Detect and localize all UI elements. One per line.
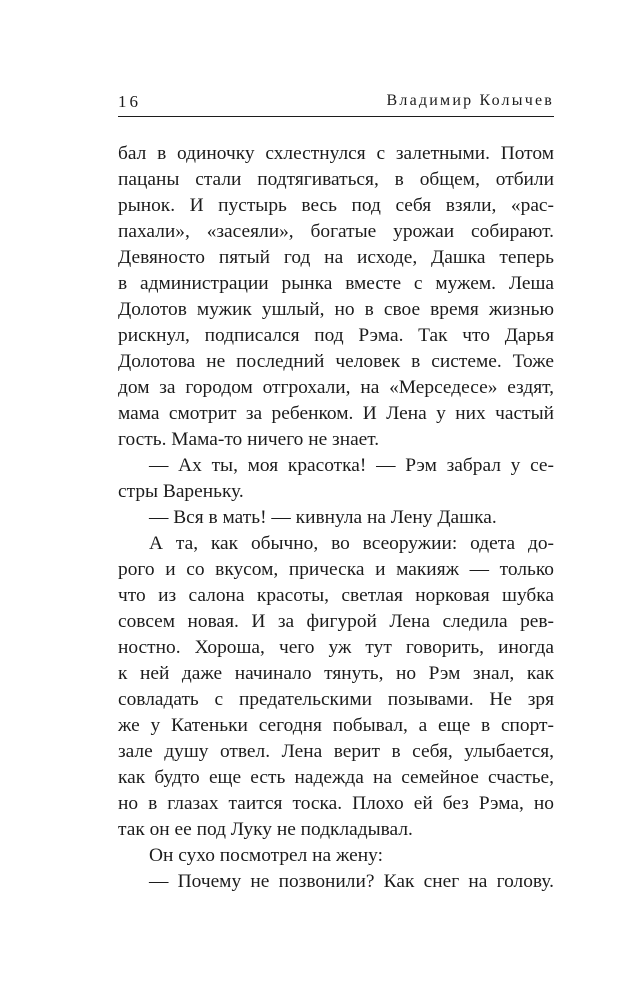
text-line: — Почему не позвонили? Как снег на голову. <box>149 871 554 892</box>
text-line: ностно. Хороша, чего уж тут говорить, иногда <box>118 637 554 658</box>
text-line: дом за городом отгрохали, на «Мерседесе» ездят, <box>118 377 554 398</box>
page-header <box>118 92 554 117</box>
text-line: что из салона красоты, светлая норковая шубка <box>118 585 554 606</box>
text-line: рискнул, подписался под Рэма. Так что Дарья <box>118 325 554 346</box>
text-line: пахали», «засеяли», богатые урожаи собирают. <box>118 221 554 242</box>
page-number: 16 <box>118 92 141 111</box>
text-line: гость. Мама-то ничего не знает. <box>118 429 380 450</box>
text-line: в администрации рынка вместе с мужем. Леша <box>118 273 554 294</box>
text-line: — Ах ты, моя красотка! — Рэм забрал у се- <box>149 455 554 476</box>
text-line: Он сухо посмотрел на жену: <box>149 845 383 866</box>
text-line: бал в одиночку схлестнулся с залетными. Потом <box>118 143 554 164</box>
text-line: зале душу отвел. Лена верит в себя, улыбается, <box>118 741 554 762</box>
running-head-author: Владимир Колычев <box>386 92 554 109</box>
text-line: — Вся в мать! — кивнула на Лену Дашка. <box>149 507 497 528</box>
text-line: как будто еще есть надежда на семейное счастье, <box>118 767 554 788</box>
text-line: А та, как обычно, во всеоружии: одета до- <box>149 533 554 554</box>
text-line: но в глазах таится тоска. Плохо ей без Рэма, но <box>118 793 554 814</box>
body-text <box>118 141 554 895</box>
text-line: пацаны стали подтягиваться, в общем, отбили <box>118 169 554 190</box>
text-line: рынок. И пустырь весь под себя взяли, «рас- <box>118 195 554 216</box>
text-line: же у Катеньки сегодня побывал, а еще в спорт- <box>118 715 554 736</box>
text-line: рого и со вкусом, прическа и макияж — только <box>118 559 554 580</box>
text-line: совладать с предательскими позывами. Не зря <box>118 689 554 710</box>
text-line: Долотов мужик ушлый, но в свое время жизнью <box>118 299 554 320</box>
text-line: так он ее под Луку не подкладывал. <box>118 819 413 840</box>
text-line: мама смотрит за ребенком. И Лена у них частый <box>118 403 554 424</box>
text-line: Долотова не последний человек в системе. Тоже <box>118 351 554 372</box>
text-line: совсем новая. И за фигурой Лена следила рев- <box>118 611 554 632</box>
text-line: к ней даже начинало тянуть, но Рэм знал, как <box>118 663 554 684</box>
text-line: Девяносто пятый год на исходе, Дашка теперь <box>118 247 554 268</box>
text-line: стры Вареньку. <box>118 481 244 502</box>
